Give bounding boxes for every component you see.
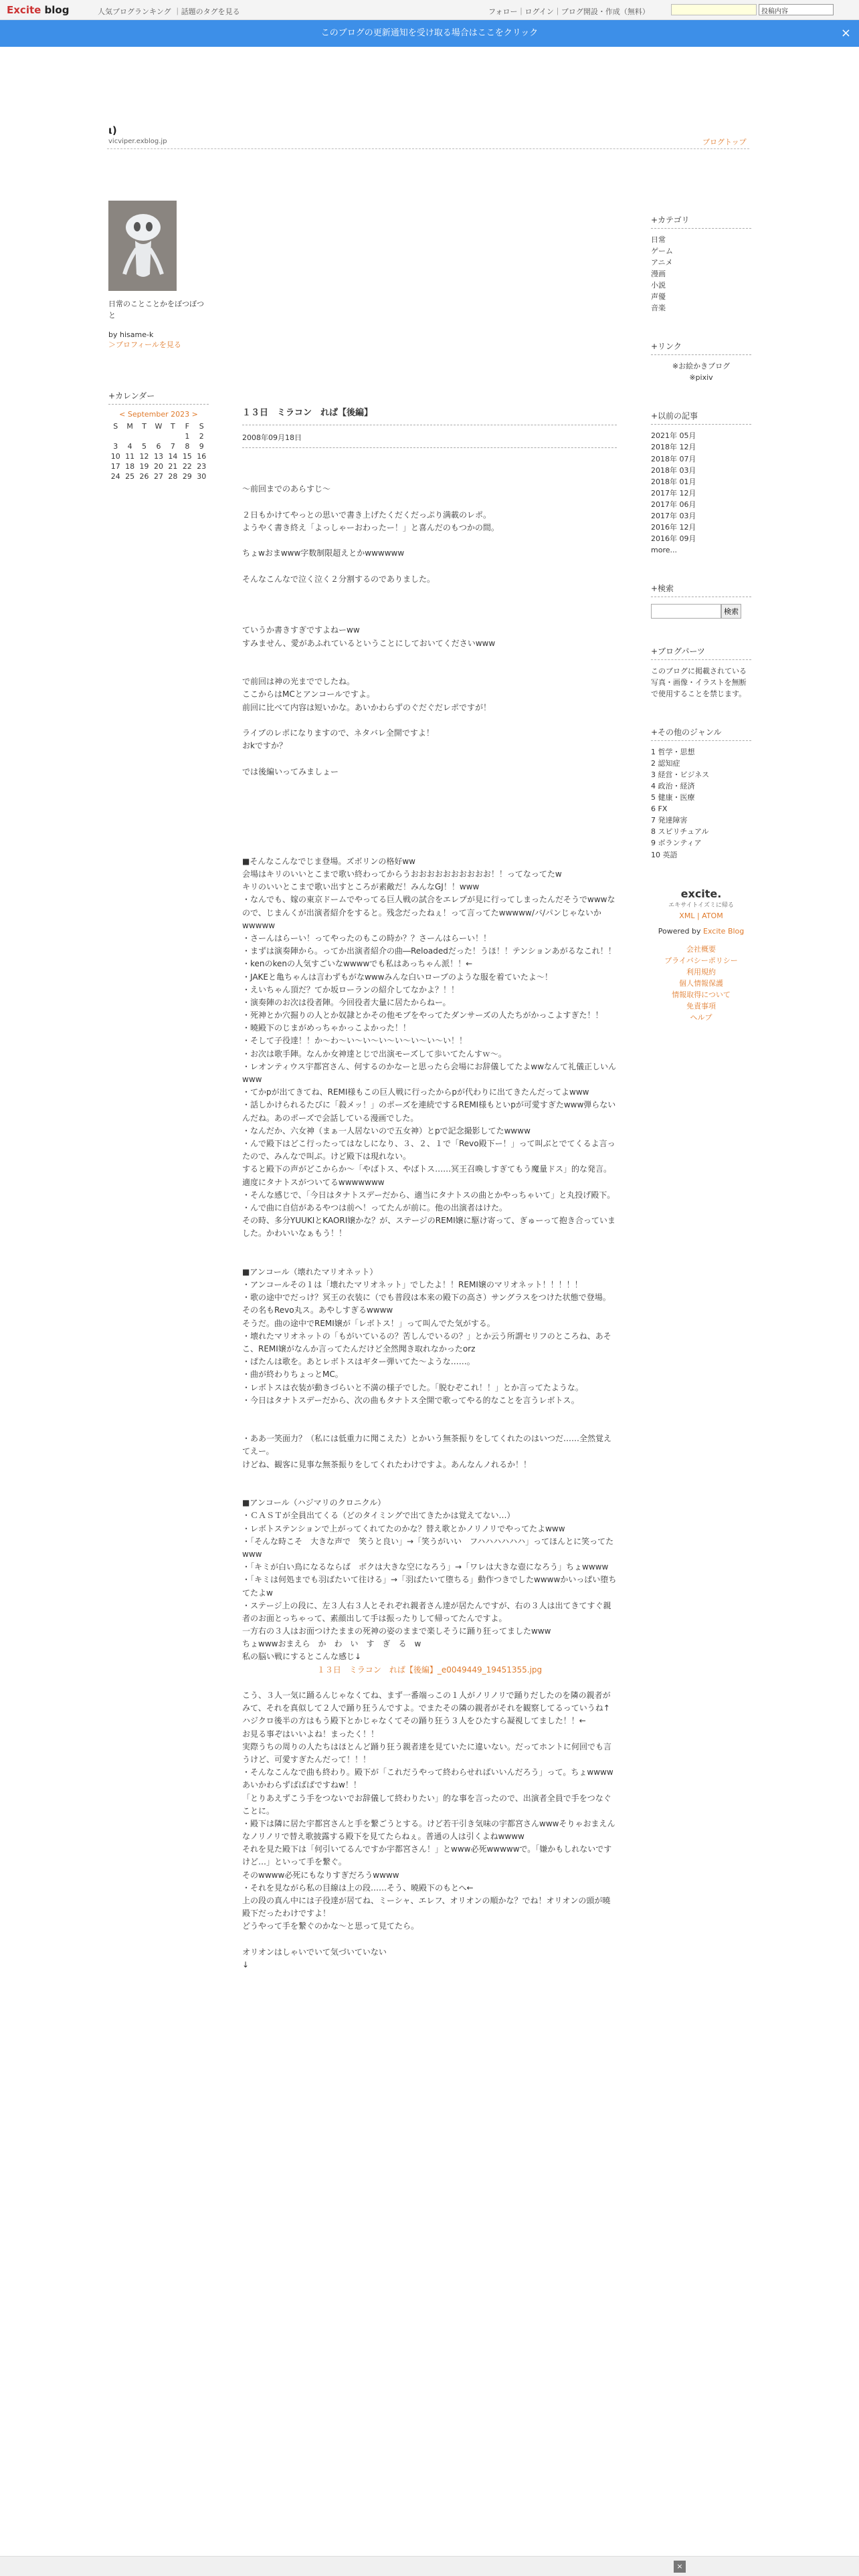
footer-link[interactable]: 利用規約: [686, 967, 716, 976]
blog-url: vicviper.exblog.jp: [108, 138, 167, 145]
calendar-day: 8: [185, 442, 190, 451]
genre-item[interactable]: 4 政治・経済: [651, 782, 695, 791]
link-item[interactable]: ※お絵かきブログ: [672, 362, 731, 371]
post-paragraph: ■そんなこんなでじま登場。ズボリンの格好ww 会場はキリのいいとこまで歌い終わってからうおおおおおおおおおお！！ってなってたw キリのいいとこまで歌い出すところが素敵だ！みんなGJ！！www ・なんでも、嫁の東京ドームでやってる巨人戦の試合をエレプが見に行ってしまったんだそうでwwwなので、じまんくが出演者紹介をすると。残念だったねぇ！って言ってたwwwww/バ/パンじゃないかwwwww ・さーんはらーい！ってやったのもこの時か？？さーんはらーい！！ ・まずは演奏陣から。ってか出演者紹介の曲―Reloadedだった！うほ！！テンションあがるなこれ！！ ・kenのkenの人気すごいなwwwwでも私はあっちゃん派！！← ・JAKEと亀ちゃんは言わずもがなwwwみんな白いローブのような服を着ていたよ〜！ ・えいちゃん頂だ？てか坂ローランの紹介してなかよ？！！ ・演奏陣のお次は役者陣。今回役者大量に居たからねー。 ・死神とか穴掘りの人とか奴隷とかその他モブをやってたダンサーズの人たちがかっこよすぎた！！ ・曉殿下のじまがめっちゃかっこよかった！！ ・そして子役達！！か〜わ〜い〜い〜い〜い〜い〜い〜い！！ ・お次は歌手陣。なんか女神達とじで出演モーズして歩いてたんすｗ〜。 ・レオンティウス宇都宮さん、何するのかなーと思ったら会場にお辞儀してたよwwなんて礼儀正しいんwww ・てかpが出てきてね、REMI様もこの巨人戦に行ったからpが代わりに出てきたんだってよwww ・話しかけられるたびに「殺メッ！」のポーズを連続でするREMI様もといpが可愛すぎたwww弾らないんだね。あのポーズで会話している漫画でした。 ・なんだか、六女神（まぁ一人居ないので五女神）とpで記念撮影してたwwww ・んで殿下はどこ行ったってはなしになり、３、２、１で「Revo殿下ー！」って叫ぶとでてくるよ言ったので、みんなで叫ぶ。けど殿下は現れない。 すると殿下の声がどこからか〜「やばトス、やばトス……冥王召喚しすぎてもう魔量ドス」的な発言。適度にタナトスがついてるwwwwwww ・そんな感じで、「今日はタナトスデーだから、適当にタナトスの曲とかやっちゃいて」と丸投げ殿下。 ・んで曲に自信があるやつは前へ！ってたんが前に。他の出演者はけた。 その時、多分YUUKIとKAORI嬢かな？が、ステージのREMI嬢に駆け寄って、ぎゅーって抱き合っていました。かわいいなぁもう！！: [242, 856, 617, 1239]
calendar-day: 21: [168, 462, 178, 471]
header-divider: [107, 148, 749, 149]
popular-ranking-link[interactable]: 人気ブログランキング: [98, 7, 171, 16]
post-paragraph: ちょwおまwww字数制限超えとかwwwwww: [242, 548, 405, 558]
genre-section: [651, 726, 751, 860]
calendar-day: 24: [110, 472, 120, 481]
notification-text[interactable]: このブログの更新通知を受け取る場合はここをクリック: [320, 28, 539, 38]
calendar-day: 27: [153, 472, 163, 481]
category-item[interactable]: 漫画: [651, 270, 666, 279]
avatar: [108, 201, 177, 291]
calendar-day: 22: [182, 462, 192, 471]
weekday-label: T: [171, 422, 175, 431]
excite-blog-link[interactable]: Excite Blog: [703, 926, 745, 936]
footer-link[interactable]: 個人情報保護: [679, 978, 723, 988]
genre-item[interactable]: 1 哲学・思想: [651, 748, 695, 757]
sidebar-search-button[interactable]: 検索: [721, 604, 741, 619]
category-heading: +カテゴリ: [651, 214, 751, 229]
archive-item[interactable]: 2018年 07月: [651, 454, 696, 463]
calendar-day: 13: [153, 452, 163, 461]
genre-item[interactable]: 5 健康・医療: [651, 793, 695, 802]
calendar-day: 25: [125, 472, 135, 481]
sidebar-search: [651, 604, 751, 619]
archive-item[interactable]: 2018年 03月: [651, 465, 696, 475]
calendar-day: 30: [197, 472, 207, 481]
update-notification-banner[interactable]: [0, 20, 859, 47]
archive-item[interactable]: 2021年 05月: [651, 431, 696, 441]
weekday-label: S: [113, 422, 118, 431]
profile-description: 日常のことことかをぼつぼつと: [108, 300, 204, 320]
calendar-table: [108, 421, 209, 481]
post-paragraph: ライブのレポになりますので、ネタバレ全開ですよ！ おkですか？: [242, 728, 434, 751]
weekday-label: S: [199, 422, 204, 431]
calendar-day: 19: [139, 462, 149, 471]
post-paragraph: こう、３人一気に踊るんじゃなくてね、まず一番端っこの１人がノリノリで踊りだしたのを隣の親者がみて、それを真似して２人で踊り狂うんですよ。でまたその隣の親者がそれを観察してるっていうね↑ ハジクロ後半の方はもう殿下とかじゃなくてその踊り狂う３人をひたすら凝視してました！！← お見る事ぞはいいよね！まったく！！ 実際うちの周りの人たちはほとんど踊り狂う親者達を見ていたに違いない。だってホントに何回でも言うけど、可愛すぎたんだって！！！ ・そんなこんなで曲も終わり。殿下が「これだうやって終わらせればいいんだろう」って。ちょwwwwあいかわらずばばばですねw！！ 「とりあえずこう手をつないでお辞儀して終わりたい」的な事を言ったので、出演者全員で手をつなぐことに。 ・殿下は隣に居た宇都宮さんと手を繋ごうとする。けど若干引き気味の宇都宮さんwwwそりゃおまえんなノリノリで替え歌披露する殿下を見てたらねぇ。普通の人は引くよねwwww それを見た殿下は「何引いてるんですか宇都宮さん！」とwww必死wwwwwで。「嫌かもしれないですけど…」といって手を繋ぐ。 そのwwww必死にもなりすぎだろうwwww ・それを見ながら私の目線は上の段……そう、曉殿下のもとへ← 上の段の真ん中には子役達が居てね、ミーシャ、エレフ、オリオンの順かな？でね！オリオンの頭が曉殿下だったわけですよ！ どうやって手を繋ぐのかな〜と思って見てたら。: [242, 1691, 615, 1931]
search-section: [651, 582, 751, 619]
search-heading: +検索: [651, 582, 751, 597]
calendar-day: [108, 431, 122, 441]
archive-item[interactable]: 2018年 01月: [651, 477, 696, 486]
footer-link[interactable]: 情報取得について: [672, 990, 731, 999]
link-item[interactable]: ※pixiv: [689, 373, 713, 383]
genre-item[interactable]: 2 認知症: [651, 759, 680, 768]
weekday-label: M: [126, 422, 133, 431]
calendar-day: [122, 431, 136, 441]
archive-item[interactable]: 2016年 09月: [651, 534, 696, 543]
post-paragraph: ていうか書きすぎですよねーww すみません、愛があふれているということにしておいてくださいwww: [242, 625, 496, 648]
archive-item[interactable]: 2018年 12月: [651, 443, 696, 452]
genre-item[interactable]: 8 スピリチュアル: [651, 827, 709, 837]
blog-title[interactable]: ι): [108, 124, 117, 136]
post-body: [242, 483, 617, 1971]
weekday-label: W: [155, 422, 163, 431]
blog-top-link[interactable]: ブログトップ: [702, 138, 747, 146]
genre-item[interactable]: 3 経営・ビジネス: [651, 770, 710, 780]
category-item[interactable]: 音楽: [651, 304, 666, 313]
calendar-day: 26: [139, 472, 149, 481]
calendar-day: [151, 431, 165, 441]
calendar-day: 16: [197, 452, 207, 461]
post-paragraph: ■アンコール（壊れたマリオネット） ・アンコールその１は「壊れたマリオネット」でしたよ！！REMI嬢のマリオネット！！！！！ ・歌の途中でだっけ？冥王の衣装に（でも普段は本来の殿下の高さ）サングラスをつけた状態で登場。その名もRevo丸ス。あやしすぎるwwww そうだ。曲の途中でREMI嬢が「レボトス！」って叫んでた気がする。 ・壊れたマリオネットの「もがいているの？苦しんでいるの？」とか云う所謂セリフのところね、あそこ、REMI嬢がなんか言ってたんだけど全然聞き取れなかったorz ・ぱたんは歌を。あとレボトスはギター弾いてた〜ような……。 ・曲が終わりちょっとMC。 ・レボトスは衣装が動きづらいと不満の様子でした。「脱むぞこれ！！」とか言ってたような。 ・今日はタナトスデーだから、次の曲もタナトス全開で歌ってやる的なことを言うレボトス。: [242, 1267, 611, 1405]
post-image-link[interactable]: １３日 ミラコン れぱ【後編】_e0049449_19451355.jpg: [316, 1665, 543, 1675]
view-profile-link[interactable]: ＞プロフィールを見る: [108, 340, 181, 349]
calendar-day: 4: [127, 442, 132, 451]
archive-more-link[interactable]: more...: [651, 545, 677, 554]
archive-item[interactable]: 2017年 06月: [651, 500, 696, 509]
post-paragraph: オリオンはしゃいでいて気づいていない ↓: [242, 1947, 387, 1969]
calendar-day: 23: [197, 462, 207, 471]
category-item[interactable]: 声優: [651, 292, 666, 302]
category-item[interactable]: 小説: [651, 281, 666, 290]
calendar-day: 6: [156, 442, 161, 451]
calendar-day: 3: [113, 442, 118, 451]
left-sidebar: [108, 201, 209, 481]
copyright-notice: このブログに掲載されている写真・画像・イラストを無断で使用することを禁じます。: [651, 666, 747, 699]
post-paragraph: ■アンコール（ハジマリのクロニクル） ・ＣＡＳＴが全員出てくる（どのタイミングで出てきたかは覚えてない…） ・レボトステンションで上がってくれてたのかな？替え歌とかノリノリでやってたよwww ・「そんな時こそ 大きな声で 笑うと良い」→「笑うがいい フハハハハハハ」ってほんとに笑ってたwww ・「キミが白い鳥になるならば ボクは大きな空になろう」→「ワレは大きな壺になろう」ちょwwww ・「キミは何処までも羽ばたいて往ける」→「羽ばたいて堕ちる」動作つきでしたwwwwかいっぱい堕ちてたよw ・ステージ上の段に、左３人右３人とそれぞれ親者さん達が居たんですが、右の３人は出てきてすぐ親者のお面とっちゃって、素顔出して手は振ったりして帰ってたんですよ。 一方右の３人はお面つけたままの死神の姿のままで楽しそうに踊り狂ってましたwww ちょwwwおまえら か わ い す ぎ る w 私の脳い戦にするとこんな感じ↓: [242, 1498, 617, 1662]
calendar-day: [137, 431, 151, 441]
calendar-day: 12: [139, 452, 149, 461]
genre-item[interactable]: 6 FX: [651, 804, 668, 814]
archive-item[interactable]: 2017年 03月: [651, 511, 696, 520]
calendar-day: 9: [199, 442, 204, 451]
post-paragraph: そんなこんなで泣く泣く２分割するのでありました。: [242, 574, 436, 584]
calendar-day: 1: [185, 432, 190, 441]
footer-link[interactable]: ヘルプ: [690, 1012, 712, 1022]
post-paragraph: で前回は神の光まででしたね。 ここからはMCとアンコールですよ。 前回に比べて内容は短いかな。あいかわらずのぐだぐだレポですが！: [242, 677, 492, 712]
calendar-day: 15: [182, 452, 192, 461]
category-item[interactable]: 日常: [651, 235, 666, 244]
top-navigation-bar: [0, 0, 859, 20]
excite-tagline: エキサイトイズミに帰る: [668, 901, 734, 909]
calendar-month-nav[interactable]: < September 2023 >: [119, 410, 198, 419]
footer-link[interactable]: 会社概要: [686, 944, 716, 954]
post-date: 2008年09月18日: [242, 432, 617, 449]
category-item[interactable]: ゲーム: [651, 247, 673, 256]
calendar-day: 11: [125, 452, 135, 461]
profile-author: by hisame-k: [108, 330, 154, 339]
post-paragraph: ２日もかけてやっとの思いで書き上げたくだくだっぷり满載のレポ。 ようやく書き終え「よっしゃーおわったー！」と喜んだのもつかの間。: [242, 510, 499, 532]
calendar-day: 29: [182, 472, 192, 481]
archive-section: [651, 410, 751, 556]
right-sidebar: [651, 201, 751, 1023]
blog-parts-heading: +ブログパーツ: [651, 645, 751, 660]
excite-logo[interactable]: excite.: [680, 887, 722, 900]
calendar-day: 28: [168, 472, 178, 481]
post-title[interactable]: １３日 ミラコン れぱ【後編】: [242, 407, 617, 425]
close-icon[interactable]: ×: [674, 2561, 686, 2573]
genre-heading: +その他のジャンル: [651, 726, 751, 741]
links-heading: +リンク: [651, 340, 751, 355]
genre-item[interactable]: 7 発達障害: [651, 816, 688, 825]
category-item[interactable]: アニメ: [651, 258, 673, 267]
top-links: 人気ブログランキング ｜話題のタグを見る: [98, 7, 240, 16]
blog-parts-section: [651, 645, 751, 700]
trending-tags-link[interactable]: 話題のタグを見る: [181, 7, 240, 16]
category-section: [651, 214, 751, 314]
top-search-input[interactable]: [671, 4, 757, 15]
archive-item[interactable]: 2016年 12月: [651, 522, 696, 532]
close-icon[interactable]: ×: [840, 26, 851, 40]
excite-blog-logo[interactable]: Excite blog: [7, 4, 70, 16]
calendar-day: 18: [125, 462, 135, 471]
calendar-heading: +カレンダー: [108, 390, 209, 405]
user-nav[interactable]: フォロー｜ログイン｜ブログ開設・作成（無料）: [488, 7, 650, 16]
archive-item[interactable]: 2017年 12月: [651, 488, 696, 498]
genre-item[interactable]: 10 英語: [651, 850, 678, 859]
post-paragraph: では後編いってみましょー: [242, 766, 339, 776]
bottom-bar: [0, 2556, 859, 2576]
powered-by-label: Powered by: [658, 926, 703, 936]
footer-link[interactable]: 免責事項: [686, 1001, 716, 1010]
calendar-day: 7: [170, 442, 175, 451]
sidebar-search-input[interactable]: [651, 604, 721, 619]
search-scope-select[interactable]: 投稿内容: [759, 4, 834, 15]
calendar-day: 5: [142, 442, 147, 451]
main-post: [242, 407, 617, 1971]
calendar-day: [166, 431, 180, 441]
post-paragraph: ・ああ一笑面力？（私には低重力に聞こえた）とかいう無茶振りをしてくれたのはいつだ……全然覚えてえー。 けどね、観客に見事な無茶振りをしてくれたわけですよ。あんなんノれるか！！: [242, 1434, 612, 1469]
excite-footer: [651, 887, 751, 1023]
weekday-label: F: [185, 422, 189, 431]
calendar-day: 10: [110, 452, 120, 461]
archive-heading: +以前の記事: [651, 410, 751, 425]
avatar-figure: [108, 201, 177, 291]
calendar-day: 17: [110, 462, 120, 471]
links-section: [651, 340, 751, 383]
feed-links[interactable]: XML | ATOM: [679, 911, 723, 920]
weekday-label: T: [142, 422, 147, 431]
footer-link[interactable]: プライバシーポリシー: [664, 956, 738, 965]
post-paragraph: 〜前回までのあらすじ〜: [242, 484, 331, 494]
calendar-day: 2: [199, 432, 204, 441]
calendar-day: 14: [168, 452, 178, 461]
genre-item[interactable]: 9 ボランティア: [651, 839, 702, 848]
calendar-day: 20: [153, 462, 163, 471]
